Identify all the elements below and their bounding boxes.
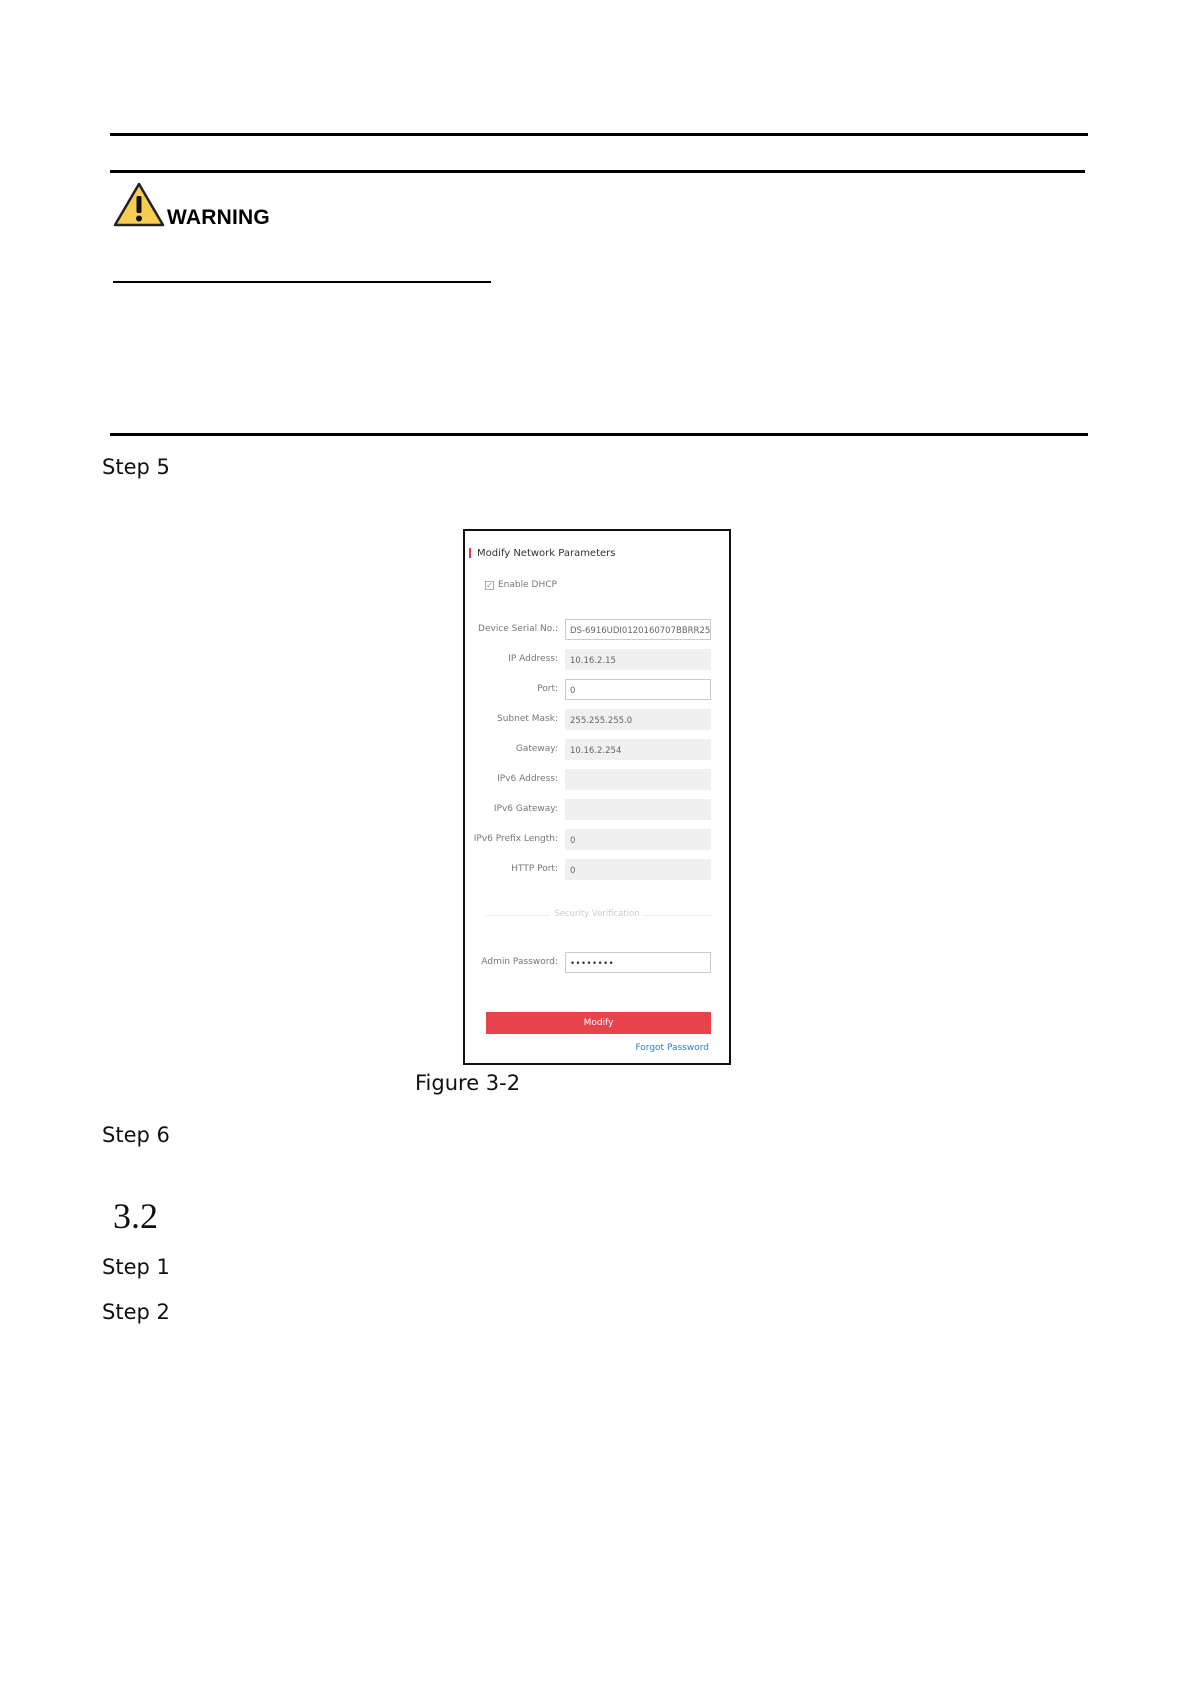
field-row-ipv6-gateway <box>465 799 729 821</box>
admin-password-field[interactable]: •••••••• <box>565 952 711 973</box>
forgot-password-link[interactable]: Forgot Password <box>635 1043 709 1053</box>
ip-address-field[interactable]: 10.16.2.15 <box>565 649 711 670</box>
modify-button[interactable]: Modify <box>486 1012 711 1034</box>
port-field[interactable]: 0 <box>565 679 711 700</box>
ipv6-address-field[interactable] <box>565 769 711 790</box>
device-serial-label: Device Serial No.: <box>478 624 558 634</box>
security-verification-label: Security Verification <box>550 909 643 919</box>
security-verification-heading <box>465 909 729 919</box>
enable-dhcp-option[interactable] <box>485 580 557 590</box>
subnet-mask-label: Subnet Mask: <box>497 714 558 724</box>
subnet-mask-field[interactable]: 255.255.255.0 <box>565 709 711 730</box>
ipv6-gateway-label: IPv6 Gateway: <box>493 804 558 814</box>
ip-address-label: IP Address: <box>508 654 558 664</box>
port-label: Port: <box>537 684 558 694</box>
http-port-field[interactable]: 0 <box>565 859 711 880</box>
enable-dhcp-checkbox[interactable]: ✓ <box>486 580 493 590</box>
step-5-label: Step 5 <box>102 455 170 479</box>
figure-caption: Figure 3-2 <box>415 1071 521 1095</box>
field-row-ipv6-address <box>465 769 729 791</box>
top-rule-1 <box>110 133 1088 136</box>
step-6-label: Step 6 <box>102 1123 170 1147</box>
top-rule-2 <box>110 170 1085 173</box>
field-row-gateway <box>465 739 729 761</box>
field-row-subnet-mask <box>465 709 729 731</box>
ipv6-prefix-length-label: IPv6 Prefix Length: <box>473 834 558 844</box>
gateway-label: Gateway: <box>515 744 558 754</box>
device-serial-field[interactable]: DS-6916UDI0120160707BBRR25 <box>565 619 711 640</box>
enable-dhcp-label: Enable DHCP <box>498 580 557 590</box>
field-row-port <box>465 679 729 701</box>
figure-modify-network-parameters <box>463 529 731 1065</box>
ipv6-gateway-field[interactable] <box>565 799 711 820</box>
panel-title: Modify Network Parameters <box>477 548 616 559</box>
http-port-label: HTTP Port: <box>511 864 558 874</box>
step-2-label: Step 2 <box>102 1300 170 1324</box>
gateway-field[interactable]: 10.16.2.254 <box>565 739 711 760</box>
section-number: 3.2 <box>113 1196 158 1236</box>
ipv6-prefix-length-field[interactable]: 0 <box>565 829 711 850</box>
field-row-http-port <box>465 859 729 881</box>
ipv6-address-label: IPv6 Address: <box>497 774 558 784</box>
warning-underline <box>113 281 491 283</box>
field-row-ip-address <box>465 649 729 671</box>
admin-password-label: Admin Password: <box>481 957 558 967</box>
warning-icon <box>113 181 165 228</box>
step-1-label: Step 1 <box>102 1255 170 1279</box>
field-row-ipv6-prefix-length <box>465 829 729 851</box>
warning-bottom-rule <box>110 433 1088 436</box>
field-row-device-serial <box>465 619 729 641</box>
field-row-admin-password <box>465 952 729 974</box>
warning-label: WARNING <box>167 206 270 229</box>
